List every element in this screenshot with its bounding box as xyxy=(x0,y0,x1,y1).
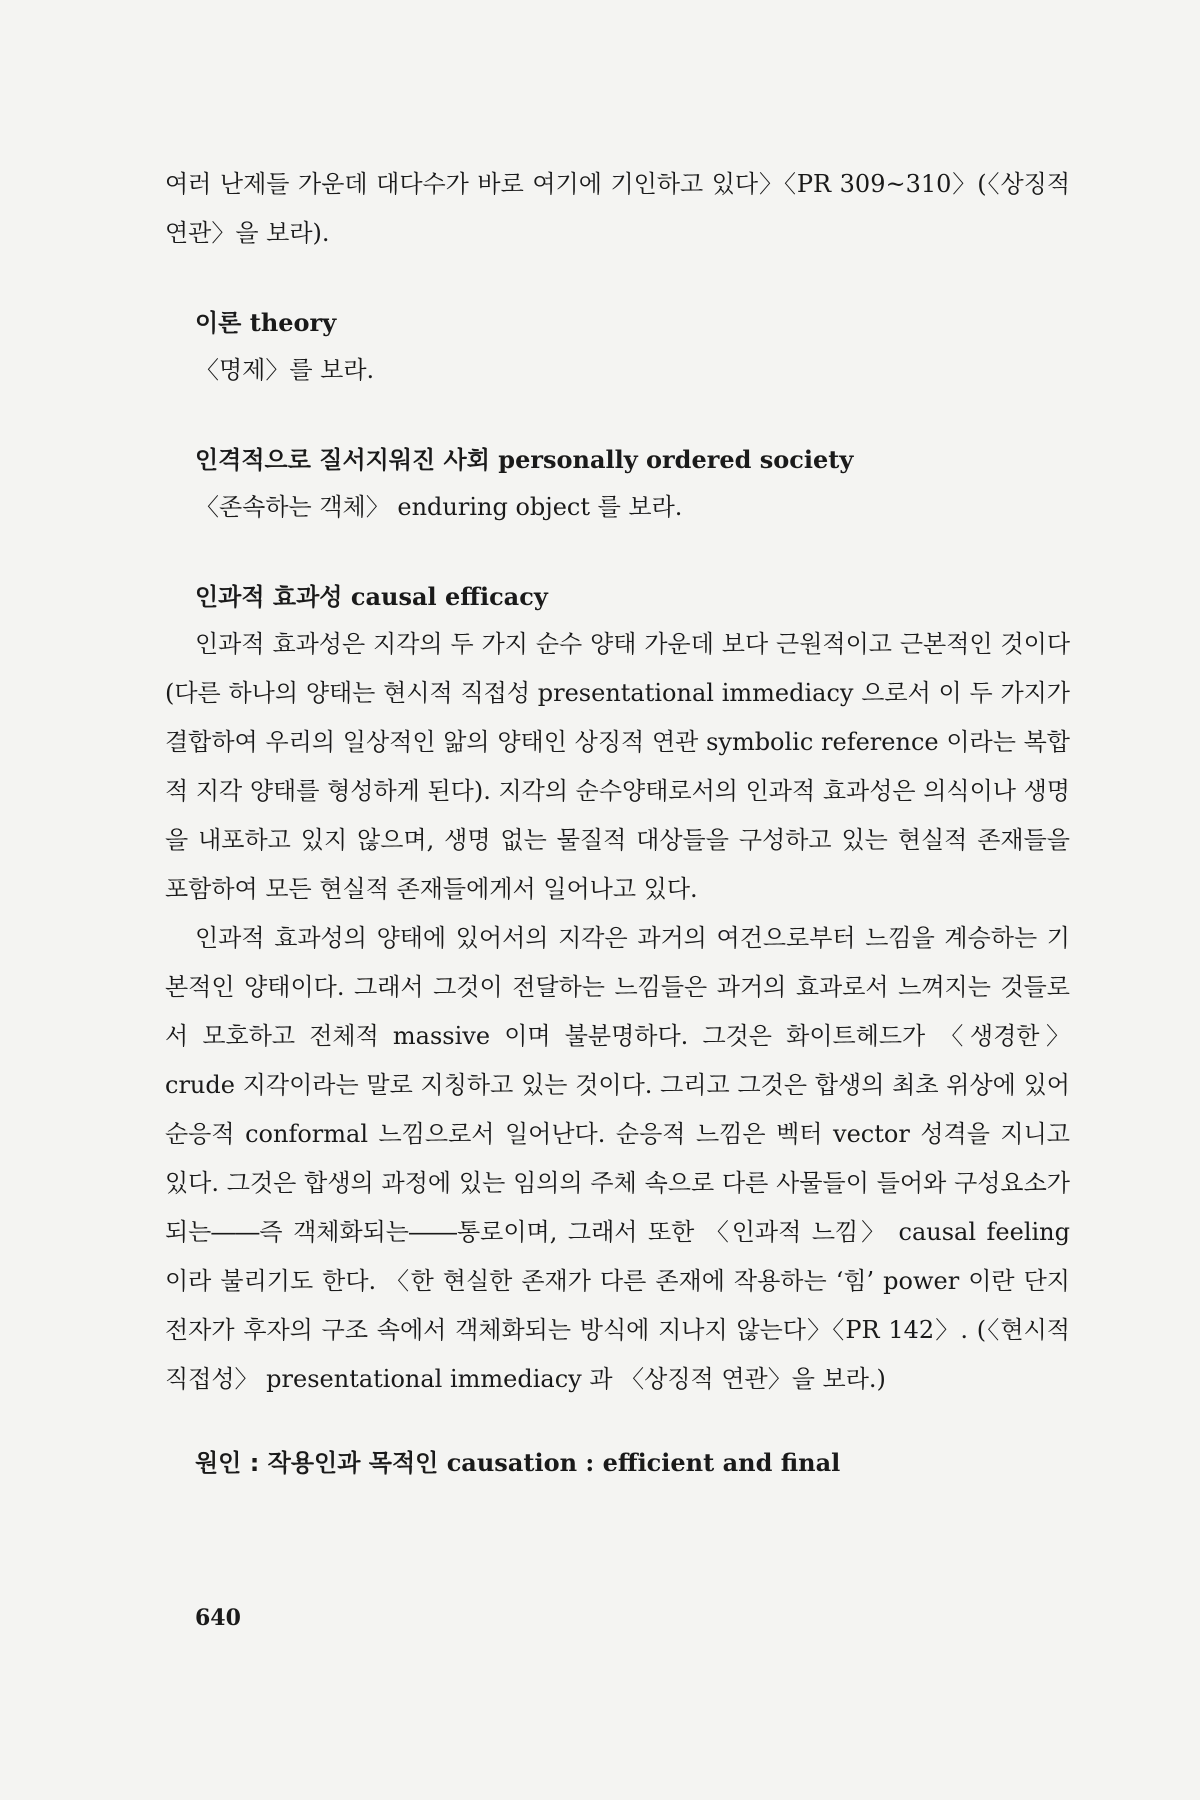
entry-causation xyxy=(165,1440,1070,1486)
entry-personally-ordered-society xyxy=(165,437,1070,532)
entry-theory xyxy=(165,300,1070,395)
entry-heading-en: theory xyxy=(249,308,337,337)
entry-heading-en: personally ordered society xyxy=(498,445,854,474)
entry-heading-en: causal efficacy xyxy=(350,582,548,611)
entry-paragraph: 인과적 효과성의 양태에 있어서의 지각은 과거의 여건으로부터 느낌을 계승하는 기본적인 양태이다. 그래서 그것이 전달하는 느낌들은 과거의 효과로서 느껴지는 것들로서 모호하고 전체적 massive 이며 불분명하다. 그것은 화이트헤드가 〈생경한〉 crude 지각이라는 말로 지칭하고 있는 것이다. 그리고 그것은 합생의 최초 위상에 있어 순응적 conformal 느낌으로서 일어난다. 순응적 느낌은 벡터 vector 성격을 지니고 있다. 그것은 합생의 과정에 있는 임의의 주체 속으로 다른 사물들이 들어와 구성요소가 되는――즉 객체화되는――통로이며, 그래서 또한 〈인과적 느낌〉 causal feeling 이라 불리기도 한다. 〈한 현실한 존재가 다른 존재에 작용하는 ‘힘’ power 이란 단지 전자가 후자의 구조 속에서 객체화되는 방식에 지나지 않는다〉〈PR 142〉. (〈현시적 직접성〉 presentational immediacy 과 〈상징적 연관〉을 보라.) xyxy=(165,924,1070,1393)
entry-heading xyxy=(195,437,1070,483)
continuation-paragraph: 여러 난제들 가운데 대다수가 바로 여기에 기인하고 있다〉〈PR 309~310〉(〈상징적 연관〉을 보라). xyxy=(165,170,1070,247)
entry-heading-ko: 이론 xyxy=(195,309,242,337)
entry-paragraph: 〈존속하는 객체〉 enduring object 를 보라. xyxy=(195,493,683,521)
entry-paragraph: 〈명제〉를 보라. xyxy=(195,356,375,384)
entry-heading-ko: 인격적으로 질서지워진 사회 xyxy=(195,446,490,474)
entry-causal-efficacy xyxy=(165,574,1070,1404)
page-number: 640 xyxy=(195,1605,241,1631)
entry-heading-ko: 원인 : 작용인과 목적인 xyxy=(195,1449,439,1477)
entry-heading-en: causation : efficient and final xyxy=(446,1448,841,1477)
entry-heading-ko: 인과적 효과성 xyxy=(195,583,343,611)
entry-heading xyxy=(195,300,1070,346)
page-content xyxy=(165,160,1070,1486)
entry-heading xyxy=(195,1440,1070,1486)
entry-heading xyxy=(195,574,1070,620)
entry-paragraph: 인과적 효과성은 지각의 두 가지 순수 양태 가운데 보다 근원적이고 근본적인 것이다(다른 하나의 양태는 현시적 직접성 presentational immediacy 으로서 이 두 가지가 결합하여 우리의 일상적인 앎의 양태인 상징적 연관 symbolic reference 이라는 복합적 지각 양태를 형성하게 된다). 지각의 순수양태로서의 인과적 효과성은 의식이나 생명을 내포하고 있지 않으며, 생명 없는 물질적 대상들을 구성하고 있는 현실적 존재들을 포함하여 모든 현실적 존재들에게서 일어나고 있다. xyxy=(165,630,1070,903)
